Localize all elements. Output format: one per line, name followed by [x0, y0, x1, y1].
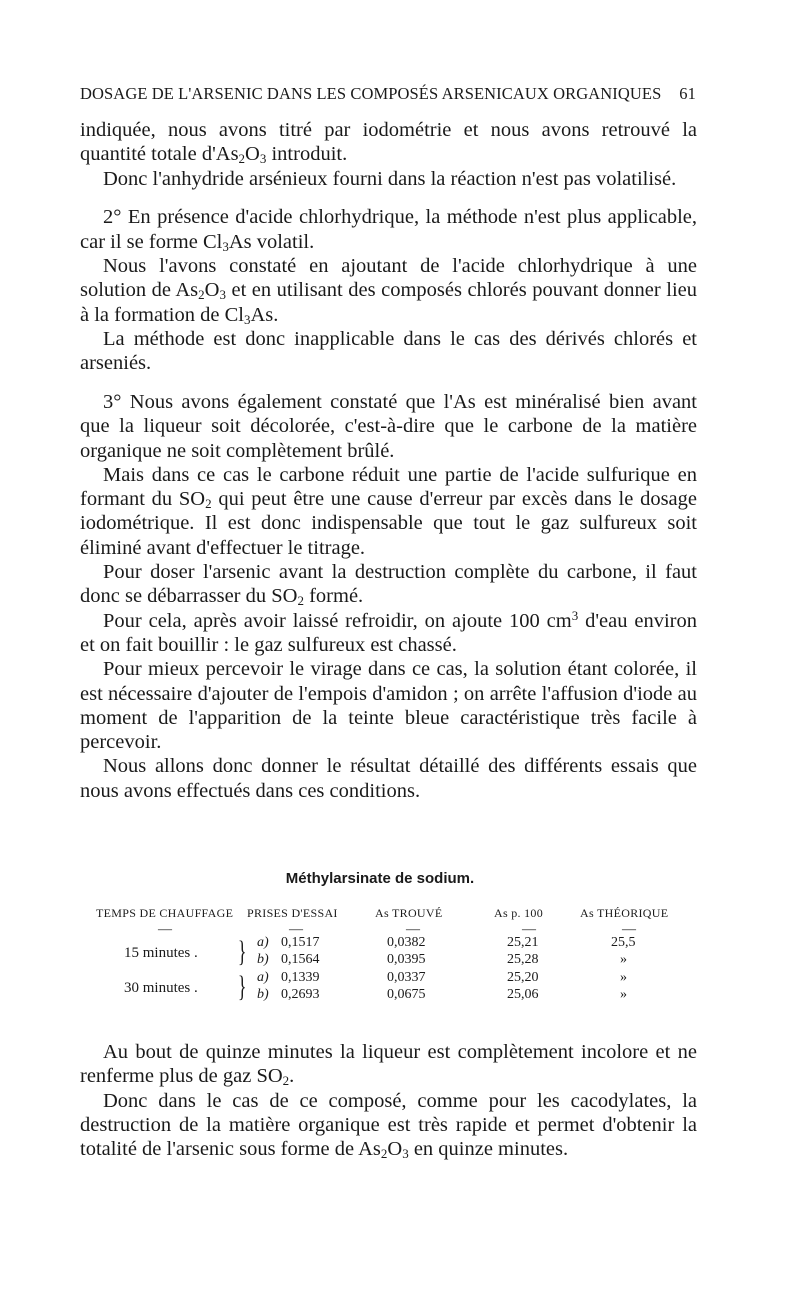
table-cell: 0,2693	[281, 987, 320, 1002]
paragraph: Pour doser l'arsenic avant la destruction complète du carbone, il faut donc se débarrasser du $SO_2$ formé.	[80, 561, 697, 609]
paragraph: indiquée, nous avons titré par iodométrie et nous avons retrouvé la quantité totale $d'As_2O_3$ introduit.	[80, 119, 697, 167]
running-head-title: DOSAGE DE L'ARSENIC DANS LES COMPOSÉS ARSENICAUX ORGANIQUES	[80, 84, 662, 103]
table-cell: »	[620, 970, 627, 985]
table-cell: a)	[257, 935, 269, 950]
table-cell: 0,1564	[281, 952, 320, 967]
paragraph: Mais dans ce cas le carbone réduit une partie de l'acide sulfurique en formant du $SO_2$ qui peut être une cause d'erreur par excès dans le dosage iodométrique. Il est donc indispensable que tout le gaz sulfureux soit éliminé avant d'effectuer le titrage.	[80, 463, 697, 559]
paragraph: Pour cela, après avoir laissé refroidir, on ajoute 100 $cm^3$ d'eau environ et on fait bouillir : le gaz sulfureux est chassé.	[80, 607, 698, 656]
header-dash: —	[622, 922, 636, 937]
table-cell: 25,06	[507, 987, 539, 1002]
table-cell: 0,0382	[387, 935, 426, 950]
row-group-time: 30 minutes .	[124, 980, 198, 996]
column-header: TEMPS DE CHAUFFAGE	[96, 906, 234, 920]
header-dash: —	[406, 922, 420, 937]
paragraph: Donc l'anhydride arsénieux fourni dans la réaction n'est pas volatilisé.	[103, 167, 677, 190]
header-dash: —	[289, 922, 303, 937]
table-cell: b)	[257, 952, 269, 967]
table-cell: 25,28	[507, 952, 539, 967]
closing-text	[80, 1040, 697, 1161]
brace: }	[237, 970, 247, 1003]
column-header: As TROUVÉ	[375, 906, 443, 920]
table-cell: 0,1339	[281, 970, 320, 985]
table-cell: »	[620, 987, 627, 1002]
row-group-time: 15 minutes .	[124, 945, 198, 961]
paragraph: Nous l'avons constaté en ajoutant de l'acide chlorhydrique à une solution de $As_2O_3$ et en utilisant des composés chlorés pouvant donner lieu à la formation de $Cl_3As$.	[80, 254, 697, 327]
paragraph: 3° Nous avons également constaté que l'As est minéralisé bien avant que la liqueur soit décolorée, c'est-à-dire que le carbone de la matière organique ne soit complètement brûlé.	[80, 390, 697, 462]
table-cell: a)	[257, 970, 269, 985]
table-cell: 25,5	[611, 935, 636, 950]
paragraph: Au bout de quinze minutes la liqueur est complètement incolore et ne renferme plus de gaz $SO_2$.	[80, 1041, 697, 1089]
table-cell: 25,20	[507, 970, 539, 985]
paragraph: La méthode est donc inapplicable dans le cas des dérivés chlorés et arseniés.	[80, 327, 697, 375]
table-cell: 0,1517	[281, 935, 320, 950]
column-header: PRISES D'ESSAI	[247, 906, 338, 920]
table-cell: 25,21	[507, 935, 539, 950]
paragraph: Pour mieux percevoir le virage dans ce cas, la solution étant colorée, il est nécessaire d'ajouter de l'empois d'amidon ; on arrête l'affusion d'iode au moment de l'apparition de la teinte bleue caractéristique très facile à percevoir.	[80, 658, 697, 754]
table-cell: 0,0675	[387, 987, 426, 1002]
table-cell: »	[620, 952, 627, 967]
header-dash: —	[522, 922, 536, 937]
column-header: As THÉORIQUE	[580, 906, 669, 920]
header-dash: —	[158, 922, 172, 937]
table-cell: 0,0337	[387, 970, 426, 985]
brace: }	[237, 935, 247, 968]
table-title: Méthylarsinate de sodium.	[285, 870, 475, 887]
table-cell: 0,0395	[387, 952, 426, 967]
table-cell: b)	[257, 987, 269, 1002]
page-number: 61	[679, 84, 696, 103]
paragraph: Donc dans le cas de ce composé, comme pour les cacodylates, la destruction de la matière organique est très rapide et permet d'obtenir la totalité de l'arsenic sous forme de $As_2O_3$ en quinze minutes.	[80, 1089, 697, 1162]
paragraph: Nous allons donc donner le résultat détaillé des différents essais que nous avons effectués dans ces conditions.	[80, 755, 697, 802]
paragraph: 2° En présence d'acide chlorhydrique, la méthode n'est plus applicable, car il se forme $Cl_3As$ volatil.	[80, 206, 697, 254]
column-header: As p. 100	[494, 906, 544, 920]
